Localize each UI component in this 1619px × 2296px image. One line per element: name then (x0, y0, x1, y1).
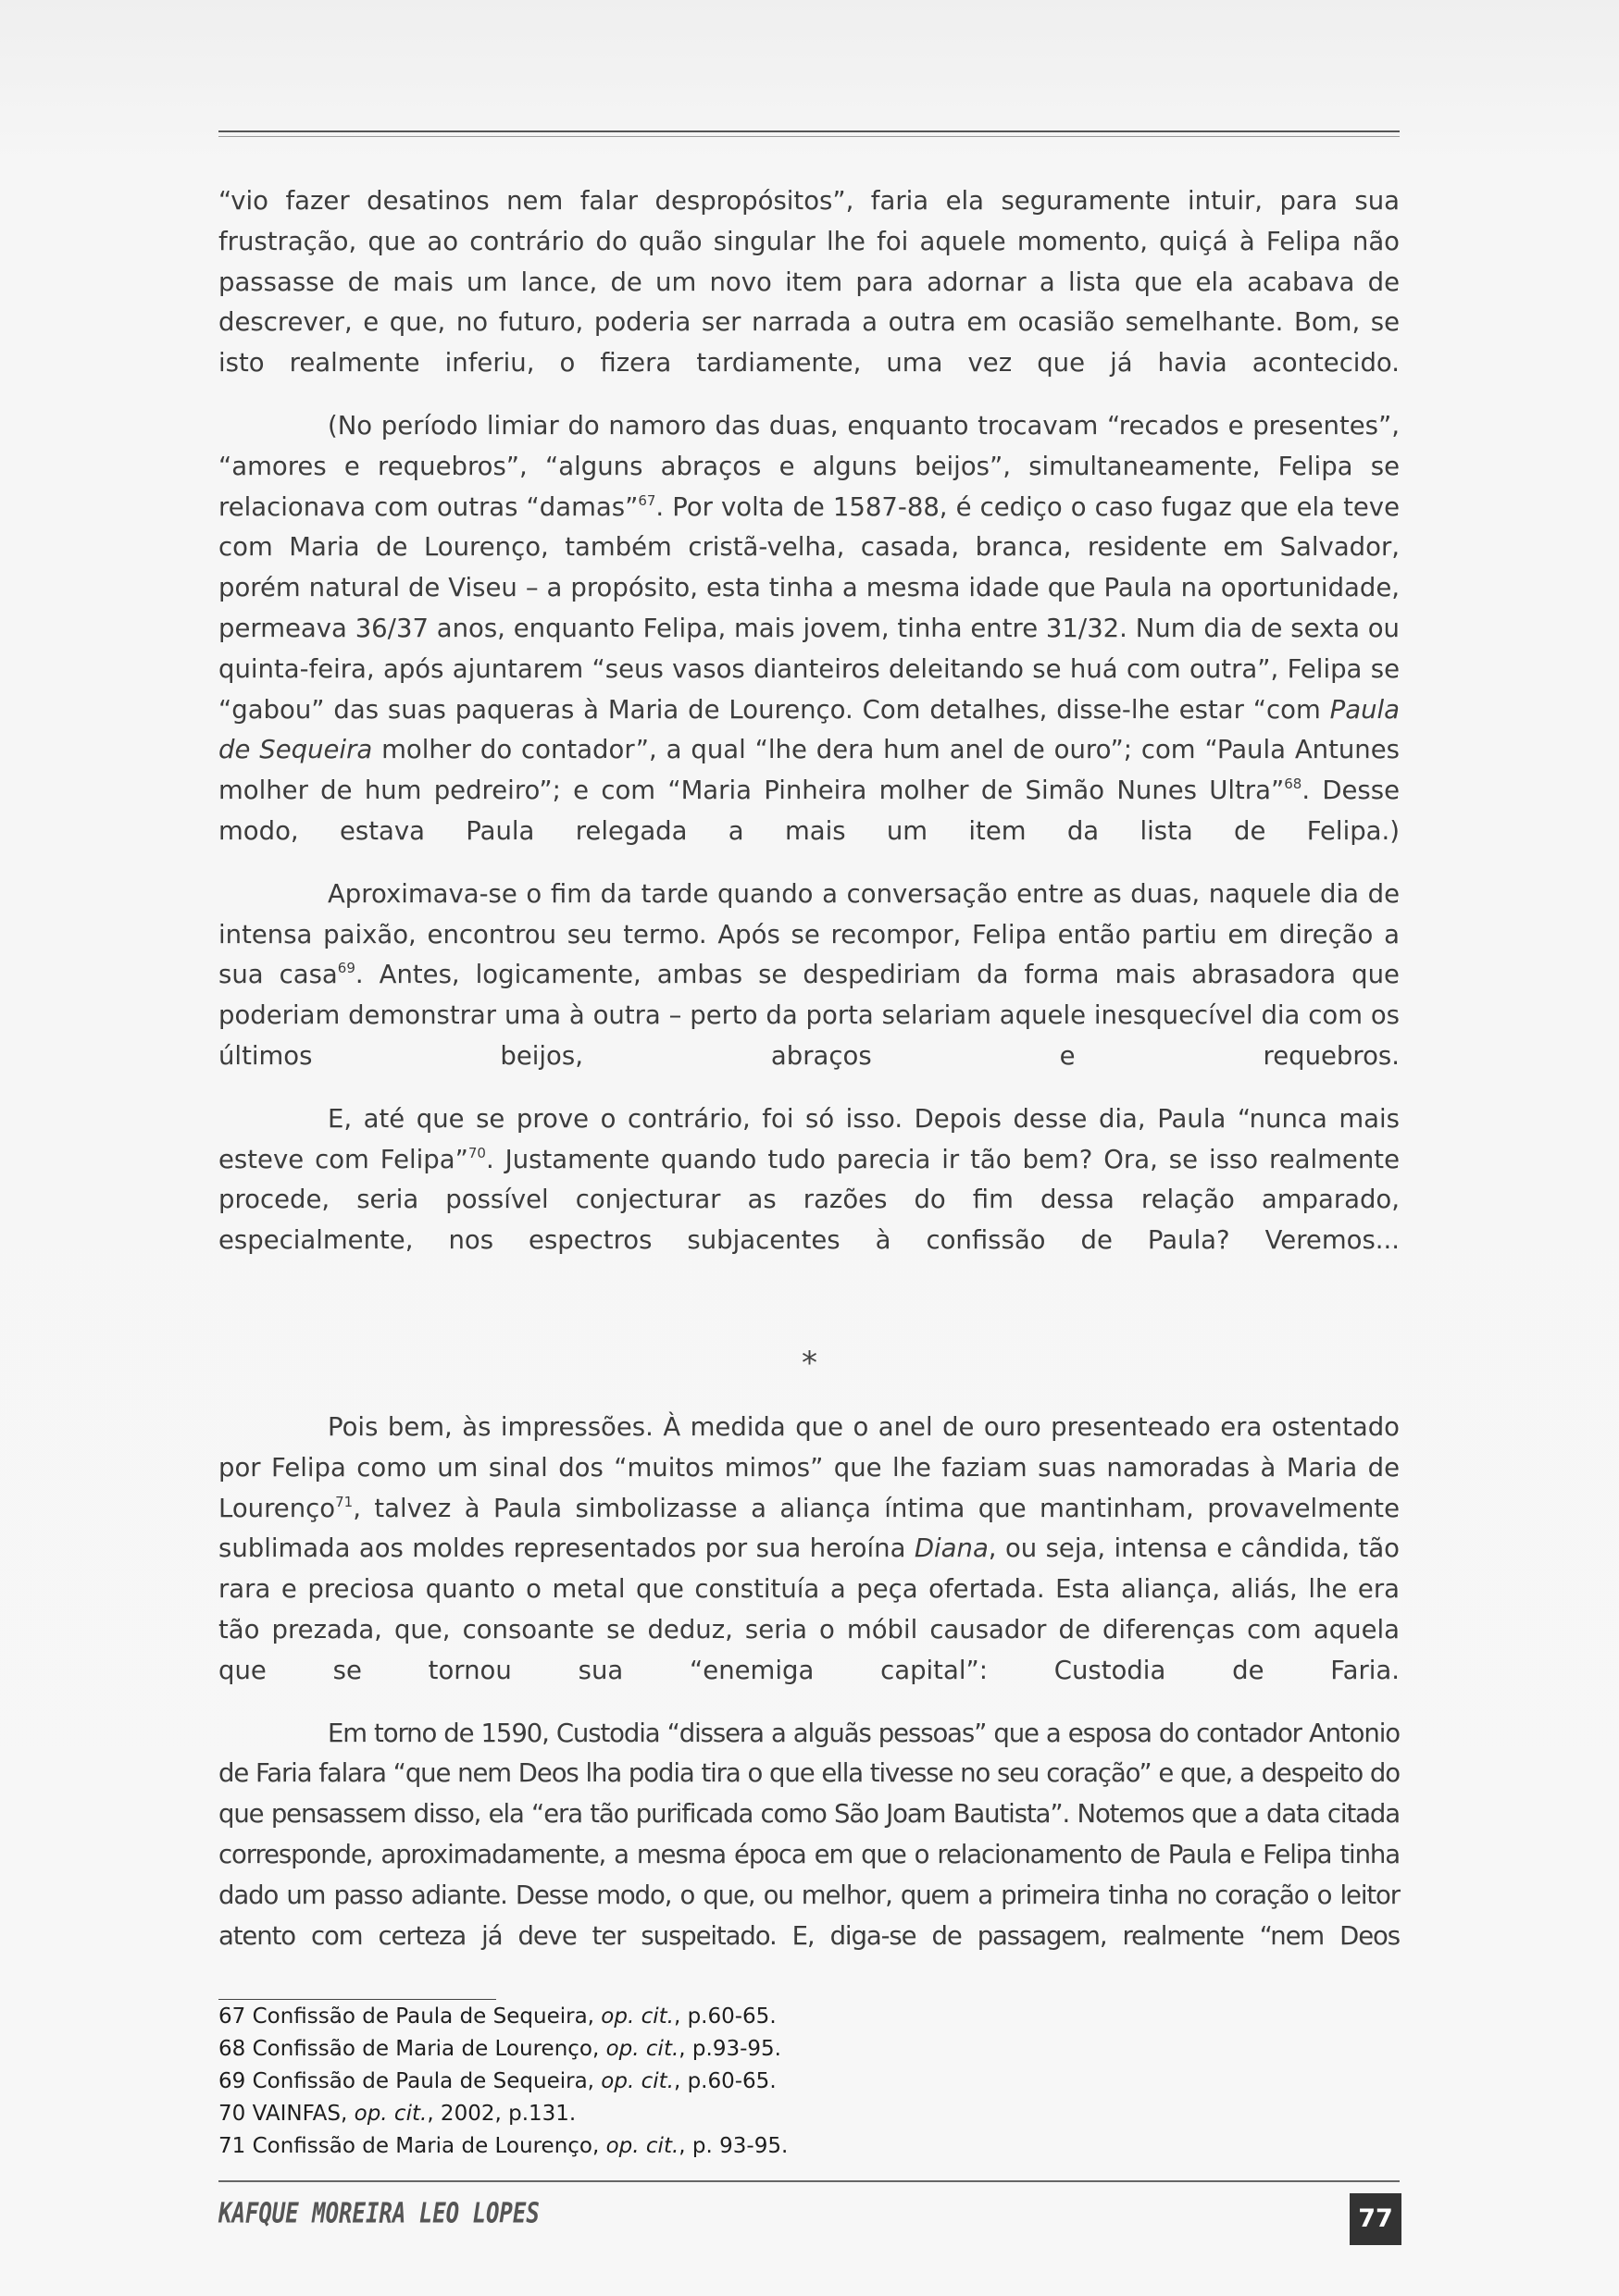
footnote: 68 Confissão de Maria de Lourenço, op. cit., p.93-95. (218, 2037, 781, 2061)
paragraph: Em torno de 1590, Custodia “dissera a alguãs pessoas” que a esposa do contador Antonio de Faria falara “que nem Deos lha podia tira o que ella tivesse no seu coração” e que, a despeito do que pensassem disso, ela “era tão purificada como São Joam Bautista”. Notemos que a data citada corresponde, aproximadamente, a mesma época em que o relacionamento de Paula e Felipa tinha dado um passo adiante. Desse modo, o que, ou melhor, quem a primeira tinha no coração o leitor atento com certeza já deve ter suspeitado. E, diga-se de passagem, realmente “nem Deos (218, 1718, 1400, 1951)
op-cit-ref: op. cit. (354, 2102, 428, 2126)
op-cit-ref: op. cit. (601, 2004, 674, 2029)
paragraph: “vio fazer desatinos nem falar despropósitos”, faria ela seguramente intuir, para sua frustração, que ao contrário do quão singular lhe foi aquele momento, quiçá à Felipa não passasse de mais um lance, de um novo item para adornar a lista que ela acabava de descrever, e que, no futuro, poderia ser narrada a outra em ocasião semelhante. Bom, se isto realmente inferiu, o fizera tardiamente, uma vez que já havia acontecido. (218, 186, 1400, 379)
op-cit-ref: op. cit. (601, 2069, 674, 2093)
running-footer-author: KAFQUE MOREIRA LEO LOPES (218, 2197, 540, 2229)
footnote-ref: 71 (335, 1493, 354, 1510)
italic-text: Paula de Sequeira (218, 694, 1400, 765)
footnote: 70 VAINFAS, op. cit., 2002, p.131. (218, 2102, 577, 2126)
italic-text: Diana (914, 1533, 989, 1564)
footnotes (218, 2001, 1400, 2163)
section-separator: * (802, 1345, 817, 1382)
paragraph: E, até que se prove o contrário, foi só isso. Depois desse dia, Paula “nunca mais esteve com Felipa”$^{70}$. Justamente quando tudo parecia ir tão bem? Ora, se isso realmente procede, seria possível conjecturar as razões do fim dessa relação amparado, especialmente, nos espectros subjacentes à confissão de Paula? Veremos... (218, 1103, 1400, 1256)
page-number: 77 (1350, 2193, 1401, 2245)
paragraph: Aproximava-se o fim da tarde quando a conversação entre as duas, naquele dia de intensa paixão, encontrou seu termo. Após se recompor, Felipa então partiu em direção a sua casa$^{69}$. Antes, logicamente, ambas se despediriam da forma mais abrasadora que poderiam demonstrar uma à outra – perto da porta selariam aquele inesquecível dia com os últimos beijos, abraços e requebros. (218, 878, 1400, 1071)
paragraph: (No período limiar do namoro das duas, enquanto trocavam “recados e presentes”, “amores e requebros”, “alguns abraços e alguns beijos”, simultaneamente, Felipa se relacionava com outras “damas”$^{67}$. Por volta de 1587-88, é cediço o caso fugaz que ela teve com Maria de Lourenço, também cristã-velha, casada, branca, residente em Salvador, porém natural de Viseu – a propósito, esta tinha a mesma idade que Paula na oportunidade, permeava 36/37 anos, enquanto Felipa, mais jovem, tinha entre 31/32. Num dia de sexta ou quinta-feira, após ajuntarem “seus vasos dianteiros deleitando se huá com outra”, Felipa se “gabou” das suas paqueras à Maria de Lourenço. Com detalhes, disse-lhe estar “com Paula de Sequeira molher do contador”, a qual “lhe dera hum anel de ouro”; com “Paula Antunes molher de hum pedreiro”; e com “Maria Pinheira molher de Simão Nunes Ultra”$^{68}$. Desse modo, estava Paula relegada a mais um item da lista de Felipa.) (218, 410, 1400, 846)
footnote-ref: 70 (467, 1144, 486, 1161)
footnote: 71 Confissão de Maria de Lourenço, op. cit., p. 93-95. (218, 2134, 789, 2158)
main-text-bottom (218, 1408, 1400, 1979)
paragraph: Pois bem, às impressões. À medida que o anel de ouro presenteado era ostentado por Felipa como um sinal dos “muitos mimos” que lhe faziam suas namoradas à Maria de Lourenço$^{71}$, talvez à Paula simbolizasse a aliança íntima que mantinham, provavelmente sublimada aos moldes representados por sua heroína Diana, ou seja, intensa e cândida, tão rara e preciosa quanto o metal que constituía a peça ofertada. Esta aliança, aliás, lhe era tão prezada, que, consoante se deduz, seria o móbil causador de diferenças com aquela que se tornou sua “enemiga capital”: Custodia de Faria. (218, 1412, 1400, 1685)
footnote-ref: 67 (638, 491, 656, 509)
footnote: 69 Confissão de Paula de Sequeira, op. cit., p.60-65. (218, 2069, 777, 2093)
main-text-top (218, 181, 1400, 1284)
footer-rule (218, 2180, 1400, 2182)
footnote-rule (218, 1999, 496, 2000)
footnote-ref: 68 (1284, 776, 1302, 793)
footnote-ref: 69 (337, 960, 355, 977)
op-cit-ref: op. cit. (605, 2037, 679, 2061)
op-cit-ref: op. cit. (605, 2134, 679, 2158)
footnote: 67 Confissão de Paula de Sequeira, op. cit., p.60-65. (218, 2004, 777, 2029)
header-rule (218, 130, 1400, 137)
